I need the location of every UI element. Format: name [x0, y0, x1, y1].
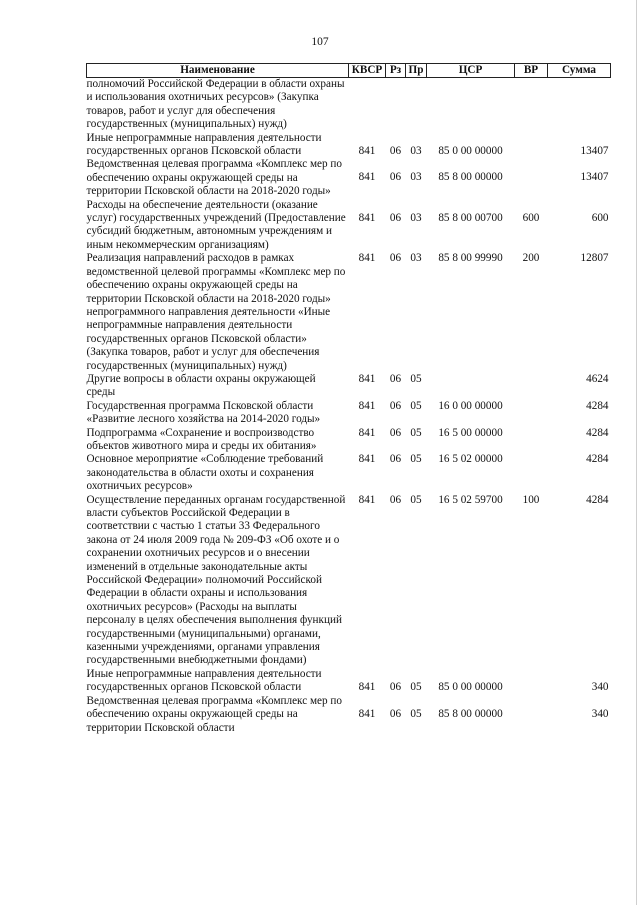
header-name: Наименование	[87, 64, 349, 78]
cell-name: Ведомственная целевая программа «Комплекс мер по обеспечению охраны окружающей среды на территории Псковской области	[86, 694, 342, 734]
table-body	[87, 78, 611, 735]
cell-vr	[515, 668, 548, 695]
header-vr: ВР	[515, 64, 548, 78]
cell-sum	[548, 78, 611, 132]
cell-pr: 03	[410, 252, 422, 265]
cell-pr: 03	[410, 211, 422, 224]
cell-kvsr	[349, 78, 386, 132]
cell-rz: 06	[389, 144, 402, 157]
cell-csr: 85 8 00 00000	[438, 707, 503, 720]
cell-sum: 12807	[580, 252, 609, 265]
cell-kvsr: 841	[358, 144, 376, 157]
page-number: 107	[311, 36, 329, 48]
cell-pr: 05	[410, 399, 422, 412]
cell-csr	[427, 373, 515, 400]
cell-pr: 05	[410, 680, 422, 693]
cell-rz: 06	[389, 399, 402, 412]
cell-name: Другие вопросы в области охраны окружающей среды	[86, 372, 316, 399]
cell-sum: 340	[591, 707, 609, 720]
cell-rz	[386, 78, 406, 132]
cell-kvsr: 841	[358, 171, 376, 184]
cell-vr: 200	[522, 252, 540, 265]
table-header-row	[87, 64, 611, 78]
scan-edge-line	[636, 0, 637, 905]
cell-rz: 06	[389, 252, 402, 265]
cell-kvsr: 841	[358, 453, 376, 466]
cell-kvsr: 841	[358, 211, 376, 224]
table-row	[87, 252, 611, 373]
cell-sum: 4284	[586, 453, 609, 466]
table-row	[87, 453, 611, 493]
table-row	[87, 695, 611, 735]
cell-name: Подпрограмма «Сохранение и воспроизводство объектов животного мира и среды их обитания»	[86, 426, 317, 452]
cell-sum: 4284	[586, 399, 609, 412]
cell-name: Государственная программа Псковской области «Развитие лесного хозяйства на 2014-2020 годы»	[86, 399, 321, 426]
cell-kvsr: 841	[358, 493, 376, 506]
cell-kvsr: 841	[358, 399, 376, 412]
budget-table	[86, 63, 611, 735]
cell-name: Осуществление переданных органам государственной власти субъектов Российской Федерации в соответствии с частью 1 статьи 33 Федерального закона от 24 июля 2009 года № 209-ФЗ «Об охоте и о сохранении охотничьих ресурсов и о внесении изменений в отдельные законодательные акты Российской Федерации» полномочий Российской Федерации в области охраны и использования охотничьих ресурсов» (Расходы на выплаты персоналу в целях обеспечения выполнения функций государственными (муниципальными) органами, казенными учреждениями, органами управления государственными внебюджетными фондами)	[86, 493, 346, 667]
cell-vr	[515, 158, 548, 198]
cell-vr	[515, 78, 548, 132]
cell-csr	[427, 78, 515, 132]
cell-csr: 16 5 00 00000	[438, 426, 503, 439]
cell-vr: 600	[522, 211, 540, 224]
cell-sum: 13407	[580, 144, 609, 157]
cell-name: Иные непрограммные направления деятельности государственных органов Псковской области	[86, 131, 322, 158]
cell-pr: 03	[410, 171, 422, 184]
cell-csr: 85 0 00 00000	[438, 144, 503, 157]
cell-csr: 85 0 00 00000	[438, 680, 503, 693]
cell-sum: 340	[591, 680, 609, 693]
table-row	[87, 78, 611, 132]
cell-csr: 16 5 02 59700	[438, 493, 503, 506]
cell-kvsr: 841	[358, 680, 376, 693]
cell-rz: 06	[389, 372, 402, 385]
cell-pr: 05	[410, 453, 422, 466]
cell-csr: 16 0 00 00000	[438, 399, 503, 412]
cell-name: полномочий Российской Федерации в области охраны и использования охотничьих ресурсов» (Закупка товаров, работ и услуг для обеспечения государственных (муниципальных) нужд)	[86, 78, 345, 131]
table-row	[87, 199, 611, 253]
table-row	[87, 158, 611, 198]
cell-pr: 05	[410, 372, 422, 385]
cell-rz: 06	[389, 493, 402, 506]
cell-csr: 85 8 00 00000	[438, 171, 503, 184]
header-pr: Пр	[406, 64, 427, 78]
header-sum: Сумма	[548, 64, 611, 78]
cell-csr: 16 5 02 00000	[438, 453, 503, 466]
cell-rz: 06	[389, 171, 402, 184]
cell-name: Иные непрограммные направления деятельности государственных органов Псковской области	[86, 667, 322, 694]
cell-sum: 13407	[580, 171, 609, 184]
table-row	[87, 132, 611, 159]
cell-vr	[515, 453, 548, 493]
cell-pr: 05	[410, 426, 422, 439]
cell-pr: 05	[410, 493, 422, 506]
cell-name: Основное мероприятие «Соблюдение требований законодательства в области охоты и сохранения охотничьих ресурсов»	[86, 453, 324, 493]
cell-vr	[515, 695, 548, 735]
cell-vr	[515, 132, 548, 159]
cell-vr: 100	[522, 493, 540, 506]
table-row	[87, 427, 611, 454]
cell-rz: 06	[389, 426, 402, 439]
cell-csr: 85 8 00 99990	[438, 252, 503, 265]
cell-sum: 600	[591, 211, 609, 224]
cell-pr	[406, 78, 427, 132]
cell-name: Ведомственная целевая программа «Комплекс мер по обеспечению охраны окружающей среды на территории Псковской области на 2018-2020 годы»	[86, 158, 342, 198]
cell-name: Реализация направлений расходов в рамках ведомственной целевой программы «Комплекс мер по обеспечению охраны окружающей среды на территории Псковской области на 2018-2020 годы» непрограммного направления деятельности «Иные непрограммные направления деятельности государственных органов Псковской области» (Закупка товаров, работ и услуг для обеспечения государственных (муниципальных) нужд)	[86, 252, 346, 372]
table-row	[87, 668, 611, 695]
cell-pr: 03	[410, 144, 422, 157]
header-kvsr: КВСР	[349, 64, 386, 78]
cell-csr: 85 8 00 00700	[438, 211, 503, 224]
cell-rz: 06	[389, 211, 402, 224]
cell-vr	[515, 400, 548, 427]
cell-rz: 06	[389, 680, 402, 693]
cell-vr	[515, 373, 548, 400]
cell-sum: 4284	[586, 493, 609, 506]
cell-name: Расходы на обеспечение деятельности (оказание услуг) государственных учреждений (Предоставление субсидий бюджетным, автономным учреждениям и иным некоммерческим организациям)	[86, 198, 346, 251]
header-rz: Рз	[386, 64, 406, 78]
cell-kvsr: 841	[358, 707, 376, 720]
table-row	[87, 400, 611, 427]
table-row	[87, 494, 611, 668]
cell-vr	[515, 427, 548, 454]
cell-kvsr: 841	[358, 252, 376, 265]
cell-pr: 05	[410, 707, 422, 720]
cell-rz: 06	[389, 707, 402, 720]
header-csr: ЦСР	[427, 64, 515, 78]
table-row	[87, 373, 611, 400]
cell-kvsr: 841	[358, 372, 376, 385]
cell-sum: 4284	[586, 426, 609, 439]
cell-kvsr: 841	[358, 426, 376, 439]
cell-sum: 4624	[586, 372, 609, 385]
cell-rz: 06	[389, 453, 402, 466]
